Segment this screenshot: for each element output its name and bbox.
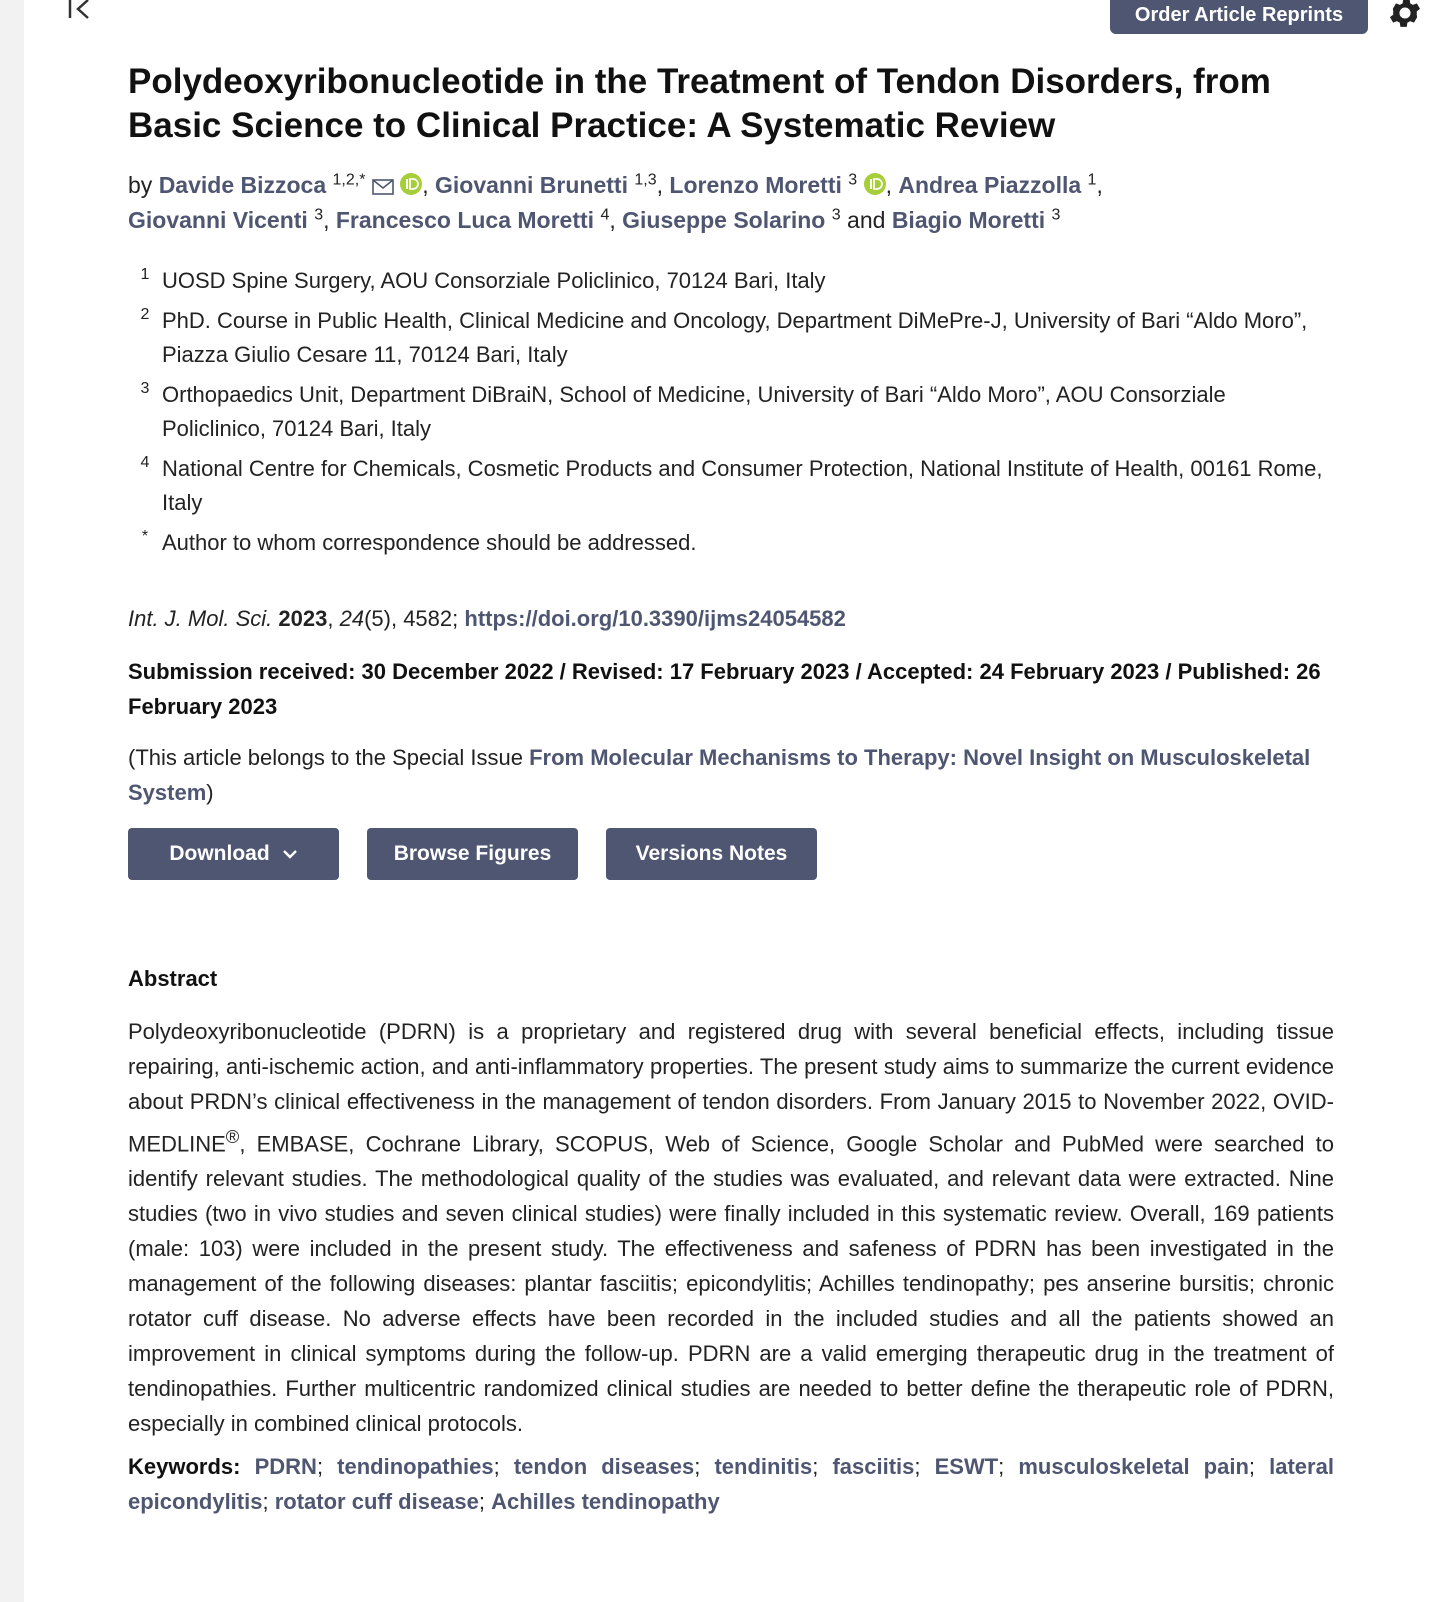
email-icon[interactable] <box>372 179 394 195</box>
author-link[interactable]: Andrea Piazzolla <box>898 172 1082 198</box>
author-affil-sup: 1,3 <box>634 171 657 189</box>
affiliation-text: PhD. Course in Public Health, Clinical Medicine and Oncology, Department DiMePre-J, University of Bari “Aldo Moro”, Piazza Giulio Cesare 11, 70124 Bari, Italy <box>162 308 1308 367</box>
article-content <box>128 60 1334 1519</box>
author-affil-sup: 3 <box>314 206 324 224</box>
author-affil-sup: 1 <box>1087 171 1097 189</box>
affiliation-text: UOSD Spine Surgery, AOU Consorziale Policlinico, 70124 Bari, Italy <box>162 268 826 293</box>
author-affil-sup: 3 <box>1051 206 1061 224</box>
order-reprints-button[interactable]: Order Article Reprints <box>1110 0 1368 34</box>
keyword-link[interactable]: Achilles tendinopathy <box>491 1489 720 1515</box>
abstract-text: Polydeoxyribonucleotide (PDRN) is a proprietary and registered drug with several beneficial effects, including tissue repairing, anti-ischemic action, and anti-inflammatory properties. The present study aims to summarize the current evidence about PRDN’s clinical effectiveness in the management of tendon disorders. From January 2015 to November 2022, OVID-MEDLINE®, EMBASE, Cochrane Library, SCOPUS, Web of Science, Google Scholar and PubMed were searched to identify relevant studies. The methodological quality of the studies was evaluated, and relevant data were extracted. Nine studies (two in vivo studies and seven clinical studies) were finally included in this systematic review. Overall, 169 patients (male: 103) were included in the present study. The effectiveness and safeness of PDRN has been investigated in the management of the following diseases: plantar fasciitis; epicondylitis; Achilles tendinopathy; pes anserine bursitis; chronic rotator cuff disease. No adverse effects have been recorded in the included studies and all the patients showed an improvement in clinical symptoms during the follow-up. PDRN are a valid emerging therapeutic drug in the treatment of tendinopathies. Further multicentric randomized clinical studies are needed to better define the therapeutic role of PDRN, especially in combined clinical protocols. <box>128 1019 1334 1437</box>
author-link[interactable]: Davide Bizzoca <box>158 172 327 198</box>
affiliation-text: Author to whom correspondence should be addressed. <box>162 530 697 555</box>
keyword-link[interactable]: tendinopathies <box>337 1454 494 1480</box>
abstract-heading: Abstract <box>128 966 218 991</box>
affiliation-number: 2 <box>140 306 150 323</box>
author-affil-sup: 4 <box>600 206 610 224</box>
article-page <box>24 0 1450 1602</box>
affiliation-item <box>128 304 1334 372</box>
special-issue-suffix: ) <box>206 780 214 805</box>
affiliation-number: 1 <box>140 266 150 283</box>
affiliation-item <box>128 378 1334 446</box>
affiliation-number: 3 <box>140 380 150 397</box>
author-link[interactable]: Giovanni Brunetti <box>435 172 628 198</box>
author-link[interactable]: Giuseppe Solarino <box>622 207 826 233</box>
keyword-link[interactable]: PDRN <box>254 1454 317 1480</box>
author-affil-sup: 1,2,* <box>332 171 366 189</box>
orcid-icon[interactable] <box>400 173 422 195</box>
special-issue-link[interactable]: From Molecular Mechanisms to Therapy: Novel Insight on Musculoskeletal System <box>128 745 1311 805</box>
keyword-link[interactable]: ESWT <box>934 1454 999 1480</box>
affiliation-item <box>128 264 1334 298</box>
journal-name: Int. J. Mol. Sci. <box>128 606 273 631</box>
affiliation-number: 4 <box>140 454 150 471</box>
special-issue-prefix: (This article belongs to the Special Issue <box>128 745 530 770</box>
chevron-down-icon <box>282 849 298 859</box>
registered-mark: ® <box>225 1126 240 1147</box>
versions-notes-button[interactable]: Versions Notes <box>606 828 817 880</box>
keyword-link[interactable]: lateral epicondylitis <box>128 1454 1334 1515</box>
article-title: Polydeoxyribonucleotide in the Treatment of Tendon Disorders, from Basic Science to Clinical Practice: A Systematic Review <box>128 62 1271 145</box>
keyword-link[interactable]: fasciitis <box>832 1454 915 1480</box>
keyword-list: Keywords: PDRN; tendinopathies; tendon diseases; tendinitis; fasciitis; ESWT; musculoskeletal pain; lateral epicondylitis; rotator cuff disease; Achilles tendinopathy <box>128 1454 1334 1515</box>
special-issue-note <box>128 740 1334 810</box>
citation-volume: 24 <box>339 606 365 631</box>
gear-icon[interactable] <box>1386 0 1424 32</box>
author-link[interactable]: Giovanni Vicenti <box>128 207 308 233</box>
affiliation-number: * <box>141 528 149 545</box>
author-link[interactable]: Biagio Moretti <box>891 207 1046 233</box>
publication-dates: Submission received: 30 December 2022 / Revised: 17 February 2023 / Accepted: 24 February 2023 / Published: 26 February 2023 <box>128 659 1321 719</box>
affiliation-text: National Centre for Chemicals, Cosmetic Products and Consumer Protection, National Institute of Health, 00161 Rome, Italy <box>162 456 1323 515</box>
keyword-link[interactable]: rotator cuff disease <box>274 1489 479 1515</box>
author-list: by Davide Bizzoca $^{1,2,*}$ , Giovanni Brunetti $^{1,3}$, Lorenzo Moretti $^3$ , Andrea Piazzolla $^1$, Giovanni Vicenti $^3$, Francesco Luca Moretti $^4$, Giuseppe Solarino $^3$ and Biagio Moretti $^3$ <box>128 171 1103 233</box>
affiliation-item <box>128 526 1334 560</box>
by-label: by <box>128 172 153 198</box>
doi-link[interactable]: https://doi.org/10.3390/ijms24054582 <box>464 606 846 631</box>
browse-figures-button[interactable]: Browse Figures <box>367 828 578 880</box>
citation-issue-pages: (5), 4582; <box>364 606 459 631</box>
keywords-label: Keywords: <box>128 1454 241 1480</box>
article-actions <box>128 828 1334 880</box>
keyword-link[interactable]: tendinitis <box>714 1454 813 1480</box>
keyword-link[interactable]: tendon diseases <box>513 1454 695 1480</box>
author-link[interactable]: Francesco Luca Moretti <box>335 207 595 233</box>
download-label: Download <box>169 842 270 865</box>
keyword-link[interactable]: musculoskeletal pain <box>1018 1454 1249 1480</box>
download-button[interactable] <box>128 828 339 880</box>
and-label: and <box>847 207 886 233</box>
citation-year: 2023 <box>278 606 328 631</box>
author-affil-sup: 3 <box>831 206 841 224</box>
back-to-start-icon[interactable] <box>66 0 92 22</box>
affiliation-text: Orthopaedics Unit, Department DiBraiN, School of Medicine, University of Bari “Aldo Moro”, AOU Consorziale Policlinico, 70124 Bari, Italy <box>162 382 1226 441</box>
affiliation-list <box>128 264 1334 560</box>
author-affil-sup: 3 <box>848 171 858 189</box>
orcid-icon[interactable] <box>864 173 886 195</box>
citation-line: Int. J. Mol. Sci. 2023, 24(5), 4582; https://doi.org/10.3390/ijms24054582 <box>128 606 846 631</box>
affiliation-item <box>128 452 1334 520</box>
author-link[interactable]: Lorenzo Moretti <box>669 172 842 198</box>
